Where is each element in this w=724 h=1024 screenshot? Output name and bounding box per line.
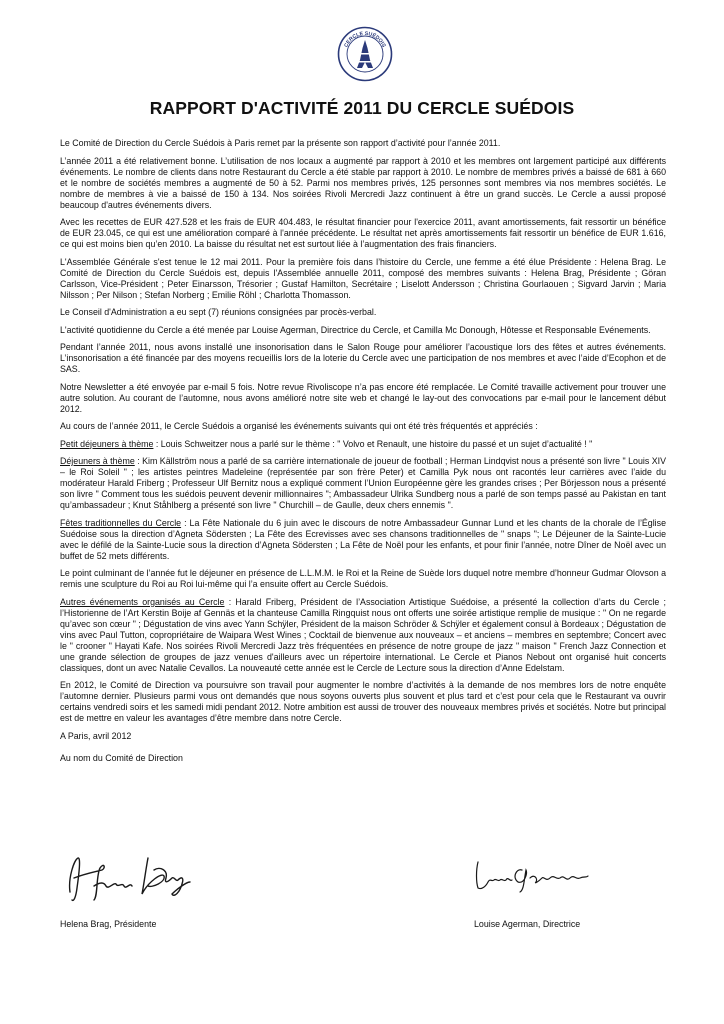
paragraph-newsletter: Notre Newsletter a été envoyée par e-mail 5 fois. Notre revue Rivoliscope n’a pas encore été remplacée. Le Comité travaille activement pour trouver une autre solution. Au courant de l’automne, nous avons amélioré notre site web et changé le lay-out des convocations par e-mail pour le lancement début 2012. — [60, 381, 666, 414]
paragraph-plans-2012: En 2012, le Comité de Direction va poursuivre son travail pour augmenter le nombre d’activités à la demande de nos membres lors de notre enquête l’automne dernier. Plusieurs parmi vous ont demandés que nous soyons ouverts plus souvent et plus tard et c’est pour cela que le Restaurant va ouvrir certains vendredi soirs et les samedi midi pendant 2012. Notre ambition est aussi de trouver des nouveaux membres privés et sociétés. Notre but principal est de mettre en valeur les avantages d’être membre dans notre Cercle. — [60, 680, 666, 723]
other-events-text: : Harald Friberg, Président de l’Association Artistique Suédoise, a présenté la collection d’arts du Cercle ; l’Historienne de l’Art Kerstin Boije af Gennäs et la chanteuse Camilla Ringquist nous ont offerts une soirée artistique remplie de musique : " On ne regarde qu’avec son cœur " ; Dégustation de vins avec Yann Schÿler, Président de la maison Schröder & Schÿler et également consul à Bordeaux ; Dégustation de vins avec Paul Tutton, copropriétaire de Waipara West Wines ; Cocktail de bienvenue aux nouveaux – et anciens – membres en septembre; Concert avec le " crooner " Hayati Kafe. Nos soirées Rivoli Mercredi Jazz très fréquentées en présence de notre groupe de jazz " maison " French Jazz Connection et une grande sélection de groupes de jazz venues d'ailleurs avec un répertoire international. Le Cercle et Pianos Nebout ont organisé huit concerts classiques, dont un avec Natalie Cevallos. La nouveauté cette année est le Cercle de Lecture sous la direction d’Anne Edelstam. — [60, 596, 666, 673]
other-events-heading: Autres événements organisés au Cercle — [60, 596, 225, 607]
paragraph-overview: L’année 2011 a été relativement bonne. L’utilisation de nos locaux a augmenté par rapport à 2010 et les membres ont largement participé aux différents événements. Le nombre de clients dans notre Restaurant du Cercle a été stable par rapport à 2010. Le nombre de membres privés a baissé de 681 à 660 et le nombre de sociétés membres a augmenté de 50 à 52. Parmi nos membres privés, 125 personnes sont membres via nos membres sociétés. Le nombre de membres à vie a baissé de 150 à 134. Nos soirées Rivoli Mercredi Jazz continuent à être un grand succès. Le Cercle a aussi proposé beaucoup d'autres événements divers. — [60, 155, 666, 210]
breakfasts-text: : Louis Schweitzer nous a parlé sur le thème : " Volvo et Renault, une histoire du passé et un sujet d’actualité ! " — [153, 438, 593, 449]
festivals-text: : La Fête Nationale du 6 juin avec le discours de notre Ambassadeur Gunnar Lund et les chants de la chorale de l’Église Suédoise sous la direction d’Agneta Södersten ; La Fête des Ecrevisses avec ses chansons traditionnelles de " snaps "; Le Déjeuner de la Sainte-Lucie avec le défilé de la Sainte-Lucie sous la direction d’Agneta Södersten ; La Fête de Noël pour les enfants, et pour finir l’année, notre Dîner de Noël avec un buffet de 52 mets différents. — [60, 517, 666, 561]
lunches-text: : Kim Källström nous a parlé de sa carrière internationale de joueur de football ; Herman Lindqvist nous a présenté son livre " Louis XIV – le Roi Soleil " ; les artistes peintres Madeleine (représentée par son frère Peter) et Camilla Pyk nous ont racontés leur carrières avec l’aide du modérateur Harald Friberg ; Professeur Ulf Bernitz nous a expliqué comment l’Union Européenne gère les grandes crises ; Per Börjesson nous a présenté son livre " Comment tous les suédois peuvent devenir millionnaires "; Ambassadeur Ulrika Sundberg nous a parlé de son temps passé au Pakistan en tant qu’ambassadeur ; Knut Ståhlberg a présenté son livre " Churchill – de Gaulle, deux chers ennemis ". — [60, 456, 666, 510]
paragraph-royal-lunch: Le point culminant de l’année fut le déjeuner en présence de L.L.M.M. le Roi et la Reine de Suède lors duquel notre membre d’honneur Gudmar Olovson a remis une sculpture du Roi au Roi lui-même qui l’a ensuite offert au Cercle Suédois. — [60, 568, 666, 589]
report-body — [60, 138, 666, 770]
on-behalf-line: Au nom du Comité de Direction — [60, 752, 183, 763]
paragraph-general-assembly: L'Assemblée Générale s'est tenue le 12 mai 2011. Pour la première fois dans l’histoire du Cercle, une femme a été élue Présidente : Helena Brag. Le Comité de Direction du Cercle Suédois est, depuis l'Assemblée annuelle 2011, composé des membres suivants : Helena Brag, Présidente ; Göran Carlsson, Vice-Président ; Peter Einarsson, Trésorier ; Gustaf Hamilton, Secrétaire ; Liselott Andersson ; Christina Gourlaouen ; Sigvard Jarvin ; Maria Nilsson ; Per Nilson ; Stefan Norberg ; Emilie Röhl ; Charlotta Thomasson. — [60, 256, 666, 300]
lunches-heading: Déjeuners à thème — [60, 456, 135, 466]
paragraph-soundproofing: Pendant l’année 2011, nous avons installé une insonorisation dans le Salon Rouge pour améliorer l’acoustique lors des fêtes et autres événements. L’insonorisation a été financée par des moyens recueillis lors de la loterie du Cercle avec une participation de nos membres et avec l’aide d’Ecophon et de SAS. — [60, 342, 666, 374]
signatory-left-name: Helena Brag, Présidente — [60, 919, 157, 929]
louise-agerman-signature — [472, 856, 592, 894]
paragraph-events-intro: Au cours de l’année 2011, le Cercle Suédois a organisé les événements suivants qui ont été très fréquentés et appréciés : — [60, 421, 538, 431]
report-title: RAPPORT D'ACTIVITÉ 2011 DU CERCLE SUÉDOIS — [149, 98, 575, 118]
festivals-heading: Fêtes traditionnelles du Cercle — [60, 517, 182, 528]
paragraph-lunches — [60, 456, 666, 511]
paragraph-traditional-festivals — [60, 518, 666, 562]
cercle-suedois-seal-logo — [337, 26, 393, 82]
paragraph-intro: Le Comité de Direction du Cercle Suédois à Paris remet par la présente son rapport d’activité pour l’année 2011. — [60, 138, 501, 148]
paragraph-daily-management: L'activité quotidienne du Cercle a été menée par Louise Agerman, Directrice du Cercle, et Camilla Mc Donough, Hôtesse et Responsable Evénements. — [60, 324, 651, 335]
paragraph-finances: Avec les recettes de EUR 427.528 et les frais de EUR 404.483, le résultat financier pour l'exercice 2011, avant amortissements, fait ressortir un bénéfice de EUR 23.045, ce qui est une amélioration comparé à l'année précédente. Le résultat net après amortissements fait ressortir un bénéfice de EUR 1.616, ce qui est moins bien qu’en 2010. La baisse du résultat net est surtout liée à l’augmentation des frais financiers. — [60, 217, 666, 249]
helena-brag-signature — [64, 848, 194, 906]
breakfasts-heading: Petit déjeuners à thème — [60, 438, 154, 449]
svg-text:CERCLE SUÉDOIS: CERCLE SUÉDOIS — [343, 30, 387, 49]
paragraph-board-meetings: Le Conseil d'Administration a eu sept (7) réunions consignées par procès-verbal. — [60, 307, 377, 317]
place-and-date: A Paris, avril 2012 — [60, 730, 132, 741]
paragraph-other-events — [60, 597, 666, 674]
paragraph-breakfasts — [60, 439, 666, 450]
signatory-right-name: Louise Agerman, Directrice — [474, 919, 581, 929]
